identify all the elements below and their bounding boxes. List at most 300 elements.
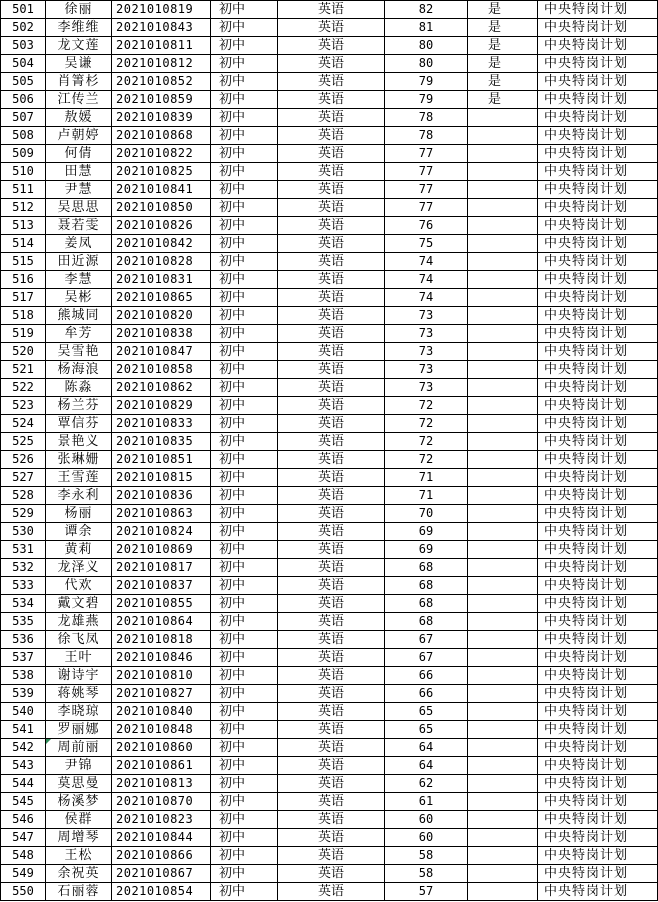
level-cell: 初中 — [211, 145, 278, 163]
name-cell: 周前丽 — [46, 739, 112, 757]
score-cell: 78 — [385, 127, 468, 145]
score-cell: 79 — [385, 91, 468, 109]
table-row — [1, 343, 658, 361]
name-cell: 吴彬 — [46, 289, 112, 307]
name-cell: 黄莉 — [46, 541, 112, 559]
subject-cell: 英语 — [278, 469, 385, 487]
qualified-cell — [468, 829, 538, 847]
plan-cell: 中央特岗计划 — [538, 307, 658, 325]
name-cell: 龙泽义 — [46, 559, 112, 577]
table-row — [1, 181, 658, 199]
subject-cell: 英语 — [278, 91, 385, 109]
qualified-cell — [468, 685, 538, 703]
level-cell: 初中 — [211, 289, 278, 307]
row-number-cell: 506 — [1, 91, 46, 109]
score-cell: 67 — [385, 649, 468, 667]
exam-id-cell: 2021010851 — [112, 451, 211, 469]
plan-cell: 中央特岗计划 — [538, 775, 658, 793]
level-cell: 初中 — [211, 541, 278, 559]
subject-cell: 英语 — [278, 433, 385, 451]
name-cell: 罗丽娜 — [46, 721, 112, 739]
level-cell: 初中 — [211, 667, 278, 685]
plan-cell: 中央特岗计划 — [538, 37, 658, 55]
level-cell: 初中 — [211, 253, 278, 271]
score-cell: 66 — [385, 685, 468, 703]
score-cell: 72 — [385, 415, 468, 433]
table-row — [1, 253, 658, 271]
level-cell: 初中 — [211, 19, 278, 37]
subject-cell: 英语 — [278, 865, 385, 883]
qualified-cell — [468, 325, 538, 343]
row-number-cell: 518 — [1, 307, 46, 325]
table-row — [1, 721, 658, 739]
subject-cell: 英语 — [278, 739, 385, 757]
level-cell: 初中 — [211, 847, 278, 865]
qualified-cell — [468, 847, 538, 865]
table-row — [1, 613, 658, 631]
subject-cell: 英语 — [278, 307, 385, 325]
level-cell: 初中 — [211, 379, 278, 397]
exam-id-cell: 2021010864 — [112, 613, 211, 631]
subject-cell: 英语 — [278, 253, 385, 271]
subject-cell: 英语 — [278, 721, 385, 739]
name-cell: 李永利 — [46, 487, 112, 505]
row-number-cell: 522 — [1, 379, 46, 397]
exam-id-cell: 2021010852 — [112, 73, 211, 91]
row-number-cell: 532 — [1, 559, 46, 577]
exam-id-cell: 2021010863 — [112, 505, 211, 523]
score-cell: 73 — [385, 325, 468, 343]
name-cell: 谢诗宇 — [46, 667, 112, 685]
level-cell: 初中 — [211, 811, 278, 829]
name-cell: 姜凤 — [46, 235, 112, 253]
qualified-cell — [468, 127, 538, 145]
score-cell: 69 — [385, 523, 468, 541]
row-number-cell: 527 — [1, 469, 46, 487]
level-cell: 初中 — [211, 55, 278, 73]
qualified-cell — [468, 253, 538, 271]
table-row — [1, 595, 658, 613]
exam-id-cell: 2021010824 — [112, 523, 211, 541]
level-cell: 初中 — [211, 523, 278, 541]
subject-cell: 英语 — [278, 487, 385, 505]
subject-cell: 英语 — [278, 631, 385, 649]
level-cell: 初中 — [211, 73, 278, 91]
row-number-cell: 508 — [1, 127, 46, 145]
qualified-cell: 是 — [468, 55, 538, 73]
name-cell: 石丽蓉 — [46, 883, 112, 901]
exam-id-cell: 2021010826 — [112, 217, 211, 235]
exam-id-cell: 2021010820 — [112, 307, 211, 325]
plan-cell: 中央特岗计划 — [538, 397, 658, 415]
plan-cell: 中央特岗计划 — [538, 469, 658, 487]
row-number-cell: 541 — [1, 721, 46, 739]
plan-cell: 中央特岗计划 — [538, 721, 658, 739]
score-cell: 77 — [385, 199, 468, 217]
name-cell: 覃信芬 — [46, 415, 112, 433]
score-cell: 74 — [385, 253, 468, 271]
exam-id-cell: 2021010827 — [112, 685, 211, 703]
score-cell: 74 — [385, 289, 468, 307]
row-number-cell: 533 — [1, 577, 46, 595]
plan-cell: 中央特岗计划 — [538, 505, 658, 523]
subject-cell: 英语 — [278, 775, 385, 793]
name-cell: 聂若雯 — [46, 217, 112, 235]
qualified-cell — [468, 721, 538, 739]
qualified-cell — [468, 631, 538, 649]
subject-cell: 英语 — [278, 757, 385, 775]
row-number-cell: 513 — [1, 217, 46, 235]
name-cell: 王雪莲 — [46, 469, 112, 487]
level-cell: 初中 — [211, 235, 278, 253]
score-cell: 60 — [385, 811, 468, 829]
table-row — [1, 469, 658, 487]
row-number-cell: 502 — [1, 19, 46, 37]
qualified-cell — [468, 433, 538, 451]
name-cell: 尹锦 — [46, 757, 112, 775]
exam-id-cell: 2021010843 — [112, 19, 211, 37]
plan-cell: 中央特岗计划 — [538, 451, 658, 469]
exam-id-cell: 2021010850 — [112, 199, 211, 217]
subject-cell: 英语 — [278, 703, 385, 721]
score-cell: 73 — [385, 343, 468, 361]
row-number-cell: 549 — [1, 865, 46, 883]
name-cell: 蒋姚琴 — [46, 685, 112, 703]
table-row — [1, 451, 658, 469]
exam-id-cell: 2021010822 — [112, 145, 211, 163]
table-row — [1, 865, 658, 883]
name-cell: 陈淼 — [46, 379, 112, 397]
score-cell: 64 — [385, 757, 468, 775]
plan-cell: 中央特岗计划 — [538, 91, 658, 109]
plan-cell: 中央特岗计划 — [538, 271, 658, 289]
row-number-cell: 525 — [1, 433, 46, 451]
exam-id-cell: 2021010844 — [112, 829, 211, 847]
table-row — [1, 667, 658, 685]
level-cell: 初中 — [211, 469, 278, 487]
score-cell: 78 — [385, 109, 468, 127]
plan-cell: 中央特岗计划 — [538, 649, 658, 667]
exam-id-cell: 2021010825 — [112, 163, 211, 181]
row-number-cell: 510 — [1, 163, 46, 181]
plan-cell: 中央特岗计划 — [538, 487, 658, 505]
row-number-cell: 543 — [1, 757, 46, 775]
level-cell: 初中 — [211, 487, 278, 505]
table-row — [1, 757, 658, 775]
row-number-cell: 503 — [1, 37, 46, 55]
exam-id-cell: 2021010838 — [112, 325, 211, 343]
plan-cell: 中央特岗计划 — [538, 73, 658, 91]
subject-cell: 英语 — [278, 577, 385, 595]
score-cell: 72 — [385, 451, 468, 469]
subject-cell: 英语 — [278, 523, 385, 541]
score-cell: 71 — [385, 487, 468, 505]
qualified-cell — [468, 289, 538, 307]
score-cell: 79 — [385, 73, 468, 91]
row-number-cell: 547 — [1, 829, 46, 847]
exam-id-cell: 2021010861 — [112, 757, 211, 775]
subject-cell: 英语 — [278, 181, 385, 199]
score-cell: 65 — [385, 721, 468, 739]
name-cell: 敖媛 — [46, 109, 112, 127]
table-row — [1, 739, 658, 757]
score-cell: 58 — [385, 847, 468, 865]
table-row — [1, 505, 658, 523]
name-cell: 何倩 — [46, 145, 112, 163]
table-row — [1, 577, 658, 595]
score-cell: 69 — [385, 541, 468, 559]
subject-cell: 英语 — [278, 19, 385, 37]
qualified-cell — [468, 379, 538, 397]
plan-cell: 中央特岗计划 — [538, 1, 658, 19]
table-row — [1, 703, 658, 721]
level-cell: 初中 — [211, 109, 278, 127]
exam-id-cell: 2021010848 — [112, 721, 211, 739]
table-row — [1, 685, 658, 703]
plan-cell: 中央特岗计划 — [538, 325, 658, 343]
plan-cell: 中央特岗计划 — [538, 847, 658, 865]
plan-cell: 中央特岗计划 — [538, 595, 658, 613]
exam-id-cell: 2021010868 — [112, 127, 211, 145]
table-row — [1, 127, 658, 145]
subject-cell: 英语 — [278, 883, 385, 901]
level-cell: 初中 — [211, 613, 278, 631]
qualified-cell — [468, 595, 538, 613]
row-number-cell: 540 — [1, 703, 46, 721]
row-number-cell: 526 — [1, 451, 46, 469]
table-row — [1, 1, 658, 19]
level-cell: 初中 — [211, 1, 278, 19]
plan-cell: 中央特岗计划 — [538, 541, 658, 559]
exam-id-cell: 2021010870 — [112, 793, 211, 811]
row-number-cell: 509 — [1, 145, 46, 163]
name-cell: 余祝英 — [46, 865, 112, 883]
name-cell: 吴谦 — [46, 55, 112, 73]
exam-id-cell: 2021010818 — [112, 631, 211, 649]
score-cell: 72 — [385, 433, 468, 451]
level-cell: 初中 — [211, 757, 278, 775]
name-cell: 龙文莲 — [46, 37, 112, 55]
row-number-cell: 528 — [1, 487, 46, 505]
exam-id-cell: 2021010833 — [112, 415, 211, 433]
plan-cell: 中央特岗计划 — [538, 163, 658, 181]
qualified-cell: 是 — [468, 1, 538, 19]
table-row — [1, 433, 658, 451]
exam-id-cell: 2021010855 — [112, 595, 211, 613]
qualified-cell — [468, 739, 538, 757]
name-cell: 杨海浪 — [46, 361, 112, 379]
subject-cell: 英语 — [278, 199, 385, 217]
exam-id-cell: 2021010819 — [112, 1, 211, 19]
subject-cell: 英语 — [278, 325, 385, 343]
plan-cell: 中央特岗计划 — [538, 343, 658, 361]
score-cell: 57 — [385, 883, 468, 901]
qualified-cell — [468, 793, 538, 811]
plan-cell: 中央特岗计划 — [538, 757, 658, 775]
plan-cell: 中央特岗计划 — [538, 145, 658, 163]
score-cell: 68 — [385, 577, 468, 595]
qualified-cell — [468, 811, 538, 829]
qualified-cell — [468, 613, 538, 631]
exam-id-cell: 2021010860 — [112, 739, 211, 757]
exam-id-cell: 2021010828 — [112, 253, 211, 271]
name-cell: 王松 — [46, 847, 112, 865]
table-row — [1, 379, 658, 397]
exam-id-cell: 2021010811 — [112, 37, 211, 55]
level-cell: 初中 — [211, 199, 278, 217]
qualified-cell — [468, 217, 538, 235]
plan-cell: 中央特岗计划 — [538, 793, 658, 811]
subject-cell: 英语 — [278, 415, 385, 433]
score-cell: 58 — [385, 865, 468, 883]
plan-cell: 中央特岗计划 — [538, 109, 658, 127]
subject-cell: 英语 — [278, 235, 385, 253]
plan-cell: 中央特岗计划 — [538, 199, 658, 217]
score-cell: 77 — [385, 145, 468, 163]
row-number-cell: 511 — [1, 181, 46, 199]
row-number-cell: 505 — [1, 73, 46, 91]
qualified-cell — [468, 487, 538, 505]
qualified-cell — [468, 541, 538, 559]
table-row — [1, 145, 658, 163]
subject-cell: 英语 — [278, 595, 385, 613]
plan-cell: 中央特岗计划 — [538, 217, 658, 235]
plan-cell: 中央特岗计划 — [538, 379, 658, 397]
plan-cell: 中央特岗计划 — [538, 577, 658, 595]
name-cell: 张琳姗 — [46, 451, 112, 469]
qualified-cell — [468, 757, 538, 775]
subject-cell: 英语 — [278, 667, 385, 685]
row-number-cell: 515 — [1, 253, 46, 271]
qualified-cell: 是 — [468, 19, 538, 37]
exam-id-cell: 2021010817 — [112, 559, 211, 577]
table-row — [1, 307, 658, 325]
score-cell: 60 — [385, 829, 468, 847]
level-cell: 初中 — [211, 559, 278, 577]
level-cell: 初中 — [211, 127, 278, 145]
subject-cell: 英语 — [278, 289, 385, 307]
score-cell: 65 — [385, 703, 468, 721]
score-cell: 68 — [385, 613, 468, 631]
plan-cell: 中央特岗计划 — [538, 631, 658, 649]
row-number-cell: 530 — [1, 523, 46, 541]
table-row — [1, 541, 658, 559]
name-cell: 肖箐杉 — [46, 73, 112, 91]
plan-cell: 中央特岗计划 — [538, 559, 658, 577]
exam-id-cell: 2021010840 — [112, 703, 211, 721]
qualified-cell — [468, 865, 538, 883]
subject-cell: 英语 — [278, 145, 385, 163]
row-number-cell: 520 — [1, 343, 46, 361]
plan-cell: 中央特岗计划 — [538, 253, 658, 271]
table-row — [1, 235, 658, 253]
level-cell: 初中 — [211, 217, 278, 235]
qualified-cell — [468, 469, 538, 487]
name-cell: 谭余 — [46, 523, 112, 541]
level-cell: 初中 — [211, 703, 278, 721]
level-cell: 初中 — [211, 775, 278, 793]
qualified-cell — [468, 451, 538, 469]
subject-cell: 英语 — [278, 271, 385, 289]
table-row — [1, 559, 658, 577]
subject-cell: 英语 — [278, 397, 385, 415]
table-row — [1, 811, 658, 829]
row-number-cell: 535 — [1, 613, 46, 631]
level-cell: 初中 — [211, 883, 278, 901]
score-cell: 71 — [385, 469, 468, 487]
level-cell: 初中 — [211, 649, 278, 667]
table-row — [1, 199, 658, 217]
level-cell: 初中 — [211, 685, 278, 703]
qualified-cell — [468, 523, 538, 541]
table-body — [1, 1, 658, 901]
name-cell: 李维维 — [46, 19, 112, 37]
qualified-cell: 是 — [468, 37, 538, 55]
subject-cell: 英语 — [278, 109, 385, 127]
row-number-cell: 523 — [1, 397, 46, 415]
level-cell: 初中 — [211, 163, 278, 181]
exam-id-cell: 2021010813 — [112, 775, 211, 793]
level-cell: 初中 — [211, 361, 278, 379]
plan-cell: 中央特岗计划 — [538, 19, 658, 37]
score-cell: 75 — [385, 235, 468, 253]
plan-cell: 中央特岗计划 — [538, 703, 658, 721]
plan-cell: 中央特岗计划 — [538, 433, 658, 451]
qualified-cell — [468, 883, 538, 901]
score-cell: 80 — [385, 37, 468, 55]
subject-cell: 英语 — [278, 793, 385, 811]
score-cell: 76 — [385, 217, 468, 235]
exam-id-cell: 2021010847 — [112, 343, 211, 361]
subject-cell: 英语 — [278, 343, 385, 361]
qualified-cell — [468, 163, 538, 181]
level-cell: 初中 — [211, 595, 278, 613]
score-cell: 66 — [385, 667, 468, 685]
row-number-cell: 501 — [1, 1, 46, 19]
score-cell: 62 — [385, 775, 468, 793]
exam-id-cell: 2021010846 — [112, 649, 211, 667]
row-number-cell: 517 — [1, 289, 46, 307]
table-row — [1, 289, 658, 307]
level-cell: 初中 — [211, 37, 278, 55]
plan-cell: 中央特岗计划 — [538, 865, 658, 883]
score-cell: 77 — [385, 163, 468, 181]
exam-id-cell: 2021010862 — [112, 379, 211, 397]
plan-cell: 中央特岗计划 — [538, 883, 658, 901]
subject-cell: 英语 — [278, 361, 385, 379]
exam-id-cell: 2021010836 — [112, 487, 211, 505]
row-number-cell: 512 — [1, 199, 46, 217]
score-cell: 64 — [385, 739, 468, 757]
plan-cell: 中央特岗计划 — [538, 289, 658, 307]
table-row — [1, 649, 658, 667]
level-cell: 初中 — [211, 415, 278, 433]
name-cell: 徐丽 — [46, 1, 112, 19]
qualified-cell — [468, 109, 538, 127]
table-row — [1, 883, 658, 901]
qualified-cell — [468, 505, 538, 523]
score-cell: 80 — [385, 55, 468, 73]
table-row — [1, 271, 658, 289]
qualified-cell — [468, 577, 538, 595]
table-row — [1, 487, 658, 505]
name-cell: 吴思思 — [46, 199, 112, 217]
name-cell: 李晓琼 — [46, 703, 112, 721]
plan-cell: 中央特岗计划 — [538, 811, 658, 829]
plan-cell: 中央特岗计划 — [538, 613, 658, 631]
score-cell: 61 — [385, 793, 468, 811]
subject-cell: 英语 — [278, 847, 385, 865]
